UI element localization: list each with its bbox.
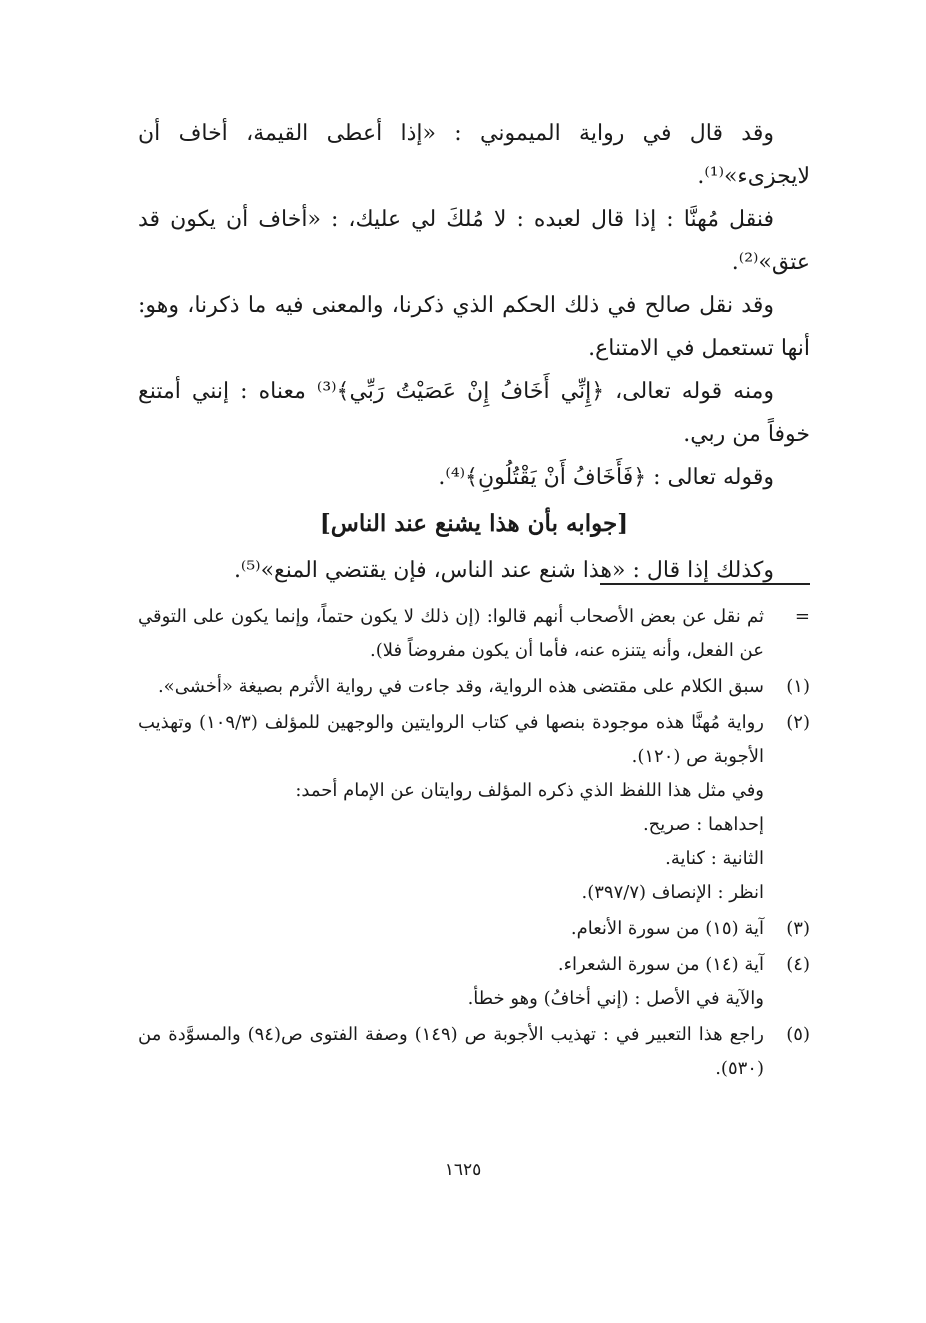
footnote-line: إحداهما : صريح.: [642, 814, 764, 835]
footnote-mark: (٢): [786, 712, 810, 733]
page-number: ١٦٢٥: [444, 1160, 482, 1180]
paragraph-maimuni: وقد قال في رواية الميموني : «إذا أعطى القيمة، أخاف أن لايجزىء»⁽¹⁾.: [138, 121, 810, 189]
footnote-mark: (٣): [786, 918, 810, 939]
footnotes: [138, 600, 810, 1088]
footnote-line: ثم نقل عن بعض الأصحاب أنهم قالوا: (إن ذلك لا يكون حتماً، وإنما يكون على التوقي عن الفعل، وأنه يتنزه عنه، فأما أن يكون مفروضاً فلا).: [138, 606, 764, 661]
footnote-body: [138, 670, 764, 704]
footnote-continued: [138, 600, 810, 668]
paragraph-verse-1: ومنه قوله تعالى، ﴿إِنِّي أَخَافُ إِنْ عَصَيْتُ رَبِّي﴾⁽³⁾ معناه : إنني أمتنع خوفاً من ربي.: [138, 379, 810, 447]
footnote-line: والآية في الأصل : (إني أخافُ) وهو خطأ.: [467, 988, 764, 1009]
footnote-4: [138, 948, 810, 1016]
footnote-line: انظر : الإنصاف (٣٩٧/٧).: [581, 882, 764, 903]
paragraph-verse-2: وقوله تعالى : ﴿فَأَخَافُ أَنْ يَقْتُلُونِ﴾⁽⁴⁾.: [438, 465, 774, 490]
footnote-line: سبق الكلام على مقتضى هذه الرواية، وقد جاءت في رواية الأثرم بصيغة «أخشى».: [157, 676, 764, 697]
paragraph-muhanna: فنقل مُهنَّا : إذا قال لعبده : لا مُلكَ لي عليك، : «أخاف أن يكون قد عتق»⁽²⁾.: [138, 207, 810, 275]
footnote-2: [138, 706, 810, 910]
footnote-mark: (١): [786, 676, 810, 697]
footnote-mark: (٥): [786, 1024, 810, 1045]
footnote-1: [138, 670, 810, 704]
footnote-3: [138, 912, 810, 946]
footnote-line: الثانية : كناية.: [665, 848, 764, 869]
footnote-body: [138, 1018, 764, 1086]
footnote-line: آية (١٤) من سورة الشعراء.: [557, 954, 764, 975]
paragraph-salih: وقد نقل صالح في ذلك الحكم الذي ذكرنا، والمعنى فيه ما ذكرنا، وهو: أنها تستعمل في الامتناع.: [138, 293, 810, 361]
footnote-mark: (٤): [786, 954, 810, 975]
main-text: [138, 112, 810, 592]
footnote-line: راجع هذا التعبير في : تهذيب الأجوبة ص (١٤٩) وصفة الفتوى ص(٩٤) والمسوَّدة من (٥٣٠).: [138, 1024, 764, 1079]
footnote-body: [138, 912, 764, 946]
footnote-line: وفي مثل هذا اللفظ الذي ذكره المؤلف روايتان عن الإمام أحمد:: [295, 780, 764, 801]
footnote-line: رواية مُهنَّا هذه موجودة بنصها في كتاب الروايتين والوجهين للمؤلف (١٠٩/٣) وتهذيب الأجوبة ص (١٢٠).: [138, 712, 764, 767]
footnote-line: آية (١٥) من سورة الأنعام.: [570, 918, 764, 939]
paragraph-closing: وكذلك إذا قال : «هذا شنع عند الناس، فإن يقتضي المنع»⁽⁵⁾.: [233, 558, 774, 583]
section-heading: [جوابه بأن هذا يشنع عند الناس]: [319, 510, 629, 537]
footnote-body: [138, 706, 764, 910]
footnote-mark: =: [794, 606, 810, 627]
footnote-5: [138, 1018, 810, 1086]
footnote-separator: [600, 583, 810, 585]
footnote-body: [138, 948, 764, 1016]
footnote-body: [138, 600, 764, 668]
